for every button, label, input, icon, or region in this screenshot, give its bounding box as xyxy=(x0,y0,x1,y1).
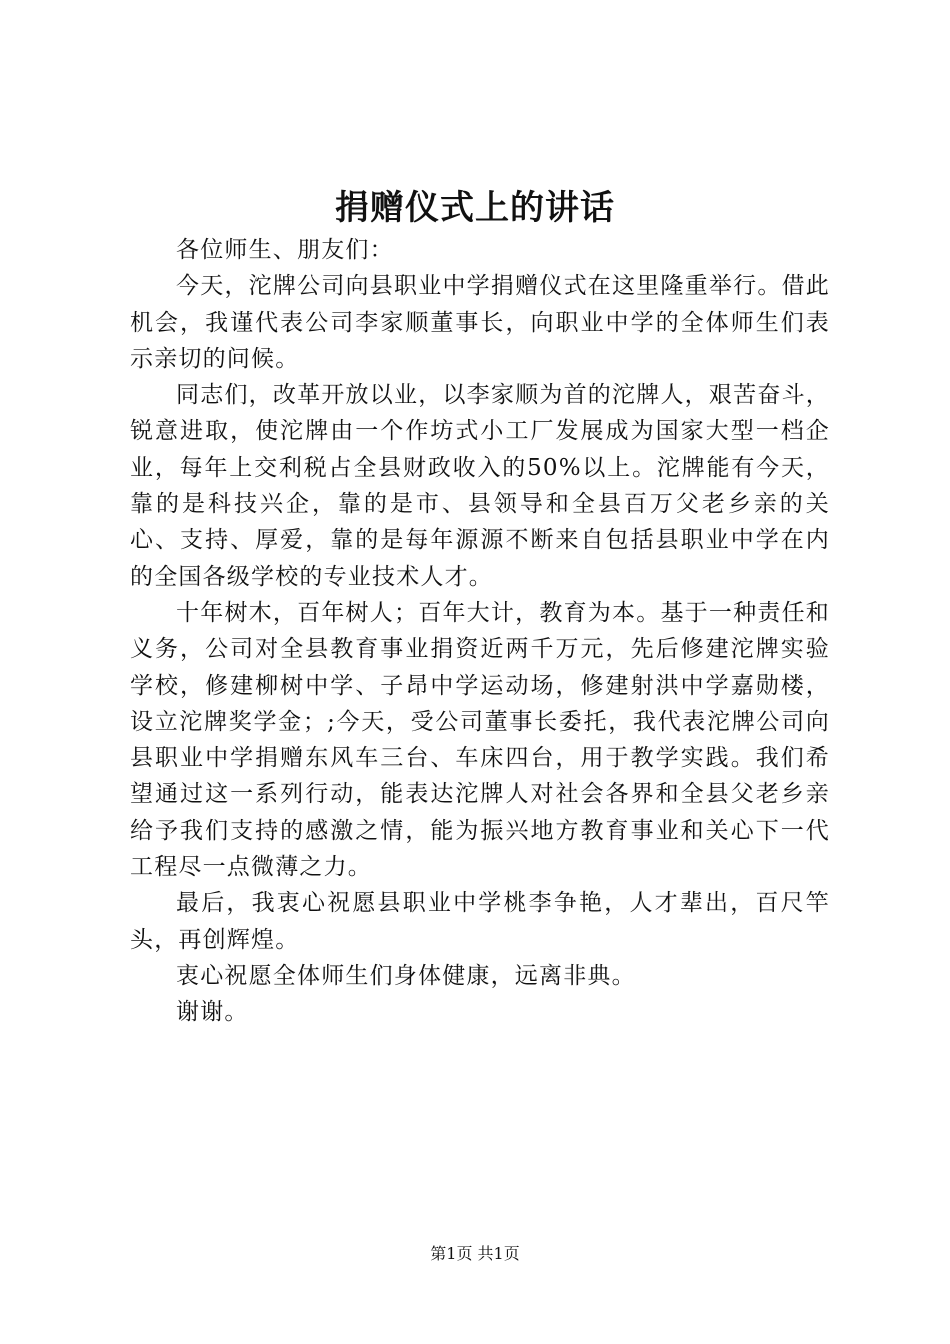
closing-paragraph: 谢谢。 xyxy=(176,999,249,1026)
health-wishes-paragraph: 衷心祝愿全体师生们身体健康，远离非典。 xyxy=(176,962,636,989)
company-history-paragraph: 同志们，改革开放以业，以李家顺为首的沱牌人，艰苦奋斗，锐意进取，使沱牌由一个作坊式小工厂发展成为国家大型一档企业，每年上交利税占全县财政收入的50%以上。沱牌能有今天，靠的是科技兴企，靠的是市、县领导和全县百万父老乡亲的关心、支持、厚爱，靠的是每年源源不断来自包括县职业中学在内的全国各级学校的专业技术人才。 xyxy=(130,382,830,590)
wishes-paragraph: 最后，我衷心祝愿县职业中学桃李争艳，人才辈出，百尺竿头，再创辉煌。 xyxy=(130,890,830,953)
opening-paragraph: 今天，沱牌公司向县职业中学捐赠仪式在这里隆重举行。借此机会，我谨代表公司李家顺董事长，向职业中学的全体师生们表示亲切的问候。 xyxy=(130,273,830,372)
donation-paragraph: 十年树木，百年树人；百年大计，教育为本。基于一种责任和义务，公司对全县教育事业捐资近两千万元，先后修建沱牌实验学校，修建柳树中学、子昂中学运动场，修建射洪中学嘉勋楼，设立沱牌奖学金；;今天，受公司董事长委托，我代表沱牌公司向县职业中学捐赠东风车三台、车床四台，用于教学实践。我们希望通过这一系列行动，能表达沱牌人对社会各界和全县父老乡亲给予我们支持的感激之情，能为振兴地方教育事业和关心下一代工程尽一点微薄之力。 xyxy=(130,599,830,881)
document-body xyxy=(130,232,830,1031)
salutation-paragraph: 各位师生、朋友们： xyxy=(176,237,394,263)
document-title: 捐赠仪式上的讲话 xyxy=(335,188,615,228)
page-footer: 第1页 共1页 xyxy=(430,1244,520,1263)
